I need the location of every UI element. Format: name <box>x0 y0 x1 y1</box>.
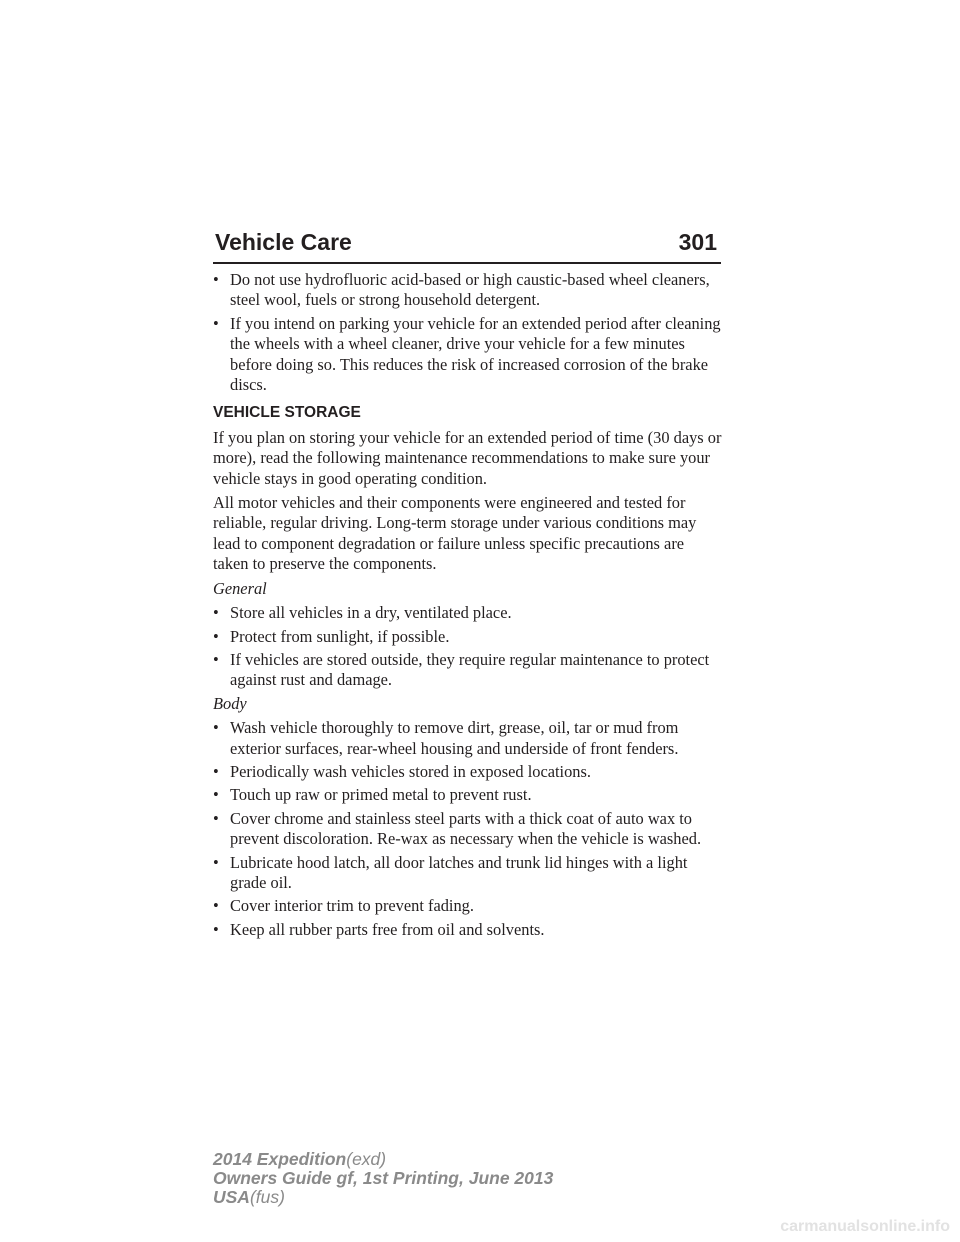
list-item-text: Store all vehicles in a dry, ventilated place. <box>230 603 512 623</box>
footer-model-line <box>213 1150 553 1169</box>
list-item <box>213 718 723 759</box>
page-footer <box>213 1150 553 1207</box>
list-item <box>213 627 723 647</box>
bullet-icon: • <box>213 718 219 738</box>
list-item-text: If vehicles are stored outside, they require regular maintenance to protect against rust and damage. <box>230 649 710 690</box>
body-subheading: Body <box>213 693 247 713</box>
watermark: carmanualsonline.info <box>780 1218 950 1235</box>
list-item-text: Wash vehicle thoroughly to remove dirt, grease, oil, tar or mud from exterior surfaces, rear-wheel housing and underside of front fenders. <box>230 718 679 758</box>
list-item <box>213 650 723 691</box>
list-item <box>213 762 723 782</box>
list-item-text: Do not use hydrofluoric acid-based or high caustic-based wheel cleaners, steel wool, fuels or strong household detergent. <box>230 270 710 310</box>
list-item <box>213 603 723 623</box>
list-item <box>213 853 723 894</box>
list-item <box>213 314 723 396</box>
page-number: 301 <box>678 229 717 255</box>
page-header <box>213 228 721 264</box>
bullet-icon: • <box>213 852 219 872</box>
section-title: Vehicle Care <box>215 229 352 255</box>
list-item <box>213 920 723 940</box>
bullet-icon: • <box>213 649 219 669</box>
list-item <box>213 809 723 850</box>
page-content <box>213 270 723 943</box>
bullet-icon: • <box>213 919 219 939</box>
vehicle-storage-heading: VEHICLE STORAGE <box>213 404 361 422</box>
list-item <box>213 896 723 916</box>
bullet-icon: • <box>213 270 219 289</box>
list-item-text: Protect from sunlight, if possible. <box>230 626 450 646</box>
footer-region-code: (fus) <box>249 1187 285 1207</box>
list-item-text: If you intend on parking your vehicle for an extended period after cleaning the wheels with a wheel cleaner, drive your vehicle for a few minutes before doing so. This reduces the risk of increased corrosion of the brake discs. <box>230 313 721 395</box>
paragraph: All motor vehicles and their components were engineered and tested for reliable, regular driving. Long-term storage under various conditions may lead to component degradation or failure unless specific precautions are taken to preserve the components. <box>213 493 697 574</box>
list-item-text: Lubricate hood latch, all door latches and trunk lid hinges with a light grade oil. <box>230 852 688 892</box>
footer-region-line <box>213 1188 553 1207</box>
bullet-icon: • <box>213 785 219 805</box>
list-item <box>213 785 723 805</box>
list-item-text: Periodically wash vehicles stored in exposed locations. <box>230 761 591 781</box>
bullet-icon: • <box>213 626 219 646</box>
list-item-text: Keep all rubber parts free from oil and solvents. <box>230 919 545 939</box>
bullet-icon: • <box>213 761 219 781</box>
footer-model-code: (exd) <box>346 1149 387 1169</box>
list-item <box>213 270 723 311</box>
footer-guide: Owners Guide gf, 1st Printing, June 2013 <box>213 1168 554 1188</box>
list-item-text: Cover interior trim to prevent fading. <box>230 896 474 916</box>
bullet-icon: • <box>213 313 219 333</box>
bullet-icon: • <box>213 896 219 916</box>
bullet-icon: • <box>213 808 219 828</box>
paragraph: If you plan on storing your vehicle for an extended period of time (30 days or more), read the following maintenance recommendations to make sure your vehicle stays in good operating condition. <box>213 427 722 488</box>
list-item-text: Touch up raw or primed metal to prevent rust. <box>230 785 532 805</box>
footer-model: 2014 Expedition <box>213 1149 347 1169</box>
footer-region: USA <box>213 1187 250 1207</box>
general-subheading: General <box>213 578 267 598</box>
bullet-icon: • <box>213 603 219 623</box>
list-item-text: Cover chrome and stainless steel parts with a thick coat of auto wax to prevent discoloration. Re-wax as necessary when the vehicle is washed. <box>230 808 702 849</box>
